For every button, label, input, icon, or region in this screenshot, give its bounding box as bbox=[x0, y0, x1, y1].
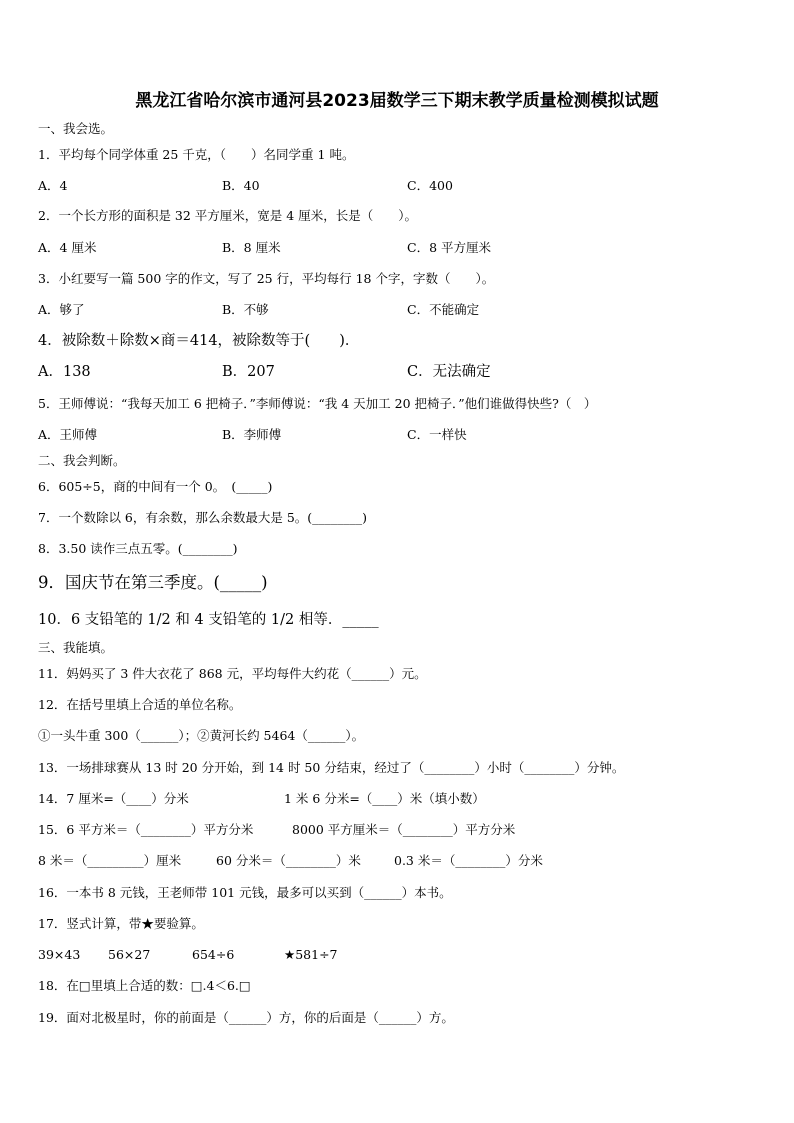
question-8: 8．3.50 读作三点五零。(________) bbox=[38, 541, 238, 556]
question-14-part2: 1 米 6 分米=（____）米（填小数） bbox=[284, 791, 485, 806]
question-15-part5: 0.3 米＝（________）分米 bbox=[394, 853, 543, 868]
q5-option-c: C．一样快 bbox=[407, 427, 467, 442]
question-1: 1．平均每个同学体重 25 千克，（ ）名同学重 1 吨。 bbox=[38, 147, 355, 162]
section-heading-choice: 一、我会选。 bbox=[38, 121, 114, 136]
q3-option-b: B．不够 bbox=[222, 302, 269, 317]
calc-item: 56×27 bbox=[108, 947, 151, 962]
question-15-part1: 15．6 平方米＝（________）平方分米 bbox=[38, 822, 254, 837]
q1-option-a: A．4 bbox=[38, 178, 68, 193]
question-5: 5．王师傅说：“我每天加工 6 把椅子．”李师傅说：“我 4 天加工 20 把椅子．”他们谁做得快些?（ ） bbox=[38, 396, 597, 411]
question-3: 3．小红要写一篇 500 字的作文，写了 25 行，平均每行 18 个字，字数（ ）。 bbox=[38, 271, 495, 286]
question-18: 18．在□里填上合适的数：□.4＜6.□ bbox=[38, 978, 251, 993]
q5-option-b: B．李师傅 bbox=[222, 427, 282, 442]
question-2: 2．一个长方形的面积是 32 平方厘米，宽是 4 厘米，长是（ ）。 bbox=[38, 208, 417, 223]
question-19: 19．面对北极星时，你的前面是（______）方，你的后面是（______）方。 bbox=[38, 1010, 454, 1025]
question-10: 10．6 支铅笔的 1/2 和 4 支铅笔的 1/2 相等．_____ bbox=[38, 612, 379, 628]
question-12: 12．在括号里填上合适的单位名称。 bbox=[38, 697, 242, 712]
q2-option-c: C．8 平方厘米 bbox=[407, 240, 491, 255]
section-heading-judge: 二、我会判断。 bbox=[38, 453, 126, 468]
calc-item: 654÷6 bbox=[192, 947, 235, 962]
question-9: 9．国庆节在第三季度。(_____) bbox=[38, 573, 268, 592]
question-7: 7．一个数除以 6，有余数，那么余数最大是 5。(________) bbox=[38, 510, 368, 525]
q5-option-a: A．王师傅 bbox=[38, 427, 98, 442]
question-17: 17．竖式计算，带★要验算。 bbox=[38, 916, 204, 931]
q4-option-b: B．207 bbox=[222, 364, 275, 380]
calc-item: 39×43 bbox=[38, 947, 81, 962]
question-11: 11．妈妈买了 3 件大衣花了 868 元，平均每件大约花（______）元。 bbox=[38, 666, 427, 681]
q1-option-c: C．400 bbox=[407, 178, 453, 193]
section-heading-fill: 三、我能填。 bbox=[38, 640, 114, 655]
q3-option-a: A．够了 bbox=[38, 302, 85, 317]
q2-option-a: A．4 厘米 bbox=[38, 240, 97, 255]
question-15-part2: 8000 平方厘米＝（________）平方分米 bbox=[292, 822, 516, 837]
q4-option-a: A．138 bbox=[38, 364, 91, 380]
q4-option-c: C．无法确定 bbox=[407, 364, 491, 380]
calc-item-with-check: ★581÷7 bbox=[284, 947, 338, 962]
question-15-part4: 60 分米＝（________）米 bbox=[216, 853, 361, 868]
question-6: 6．605÷5，商的中间有一个 0。 (_____) bbox=[38, 479, 273, 494]
question-16: 16．一本书 8 元钱，王老师带 101 元钱，最多可以买到（______）本书。 bbox=[38, 885, 452, 900]
question-4: 4．被除数＋除数×商＝414，被除数等于( )． bbox=[38, 333, 360, 349]
page-title: 黑龙江省哈尔滨市通河县2023届数学三下期末教学质量检测模拟试题 bbox=[135, 91, 659, 111]
q1-option-b: B．40 bbox=[222, 178, 260, 193]
question-13: 13．一场排球赛从 13 时 20 分开始，到 14 时 50 分结束，经过了（________）小时（________）分钟。 bbox=[38, 760, 625, 775]
q2-option-b: B．8 厘米 bbox=[222, 240, 281, 255]
question-12-items: ①一头牛重 300（______）；②黄河长约 5464（______）。 bbox=[38, 728, 365, 743]
question-14-part1: 14．7 厘米=（____）分米 bbox=[38, 791, 189, 806]
q3-option-c: C．不能确定 bbox=[407, 302, 480, 317]
question-15-part3: 8 米＝（_________）厘米 bbox=[38, 853, 182, 868]
